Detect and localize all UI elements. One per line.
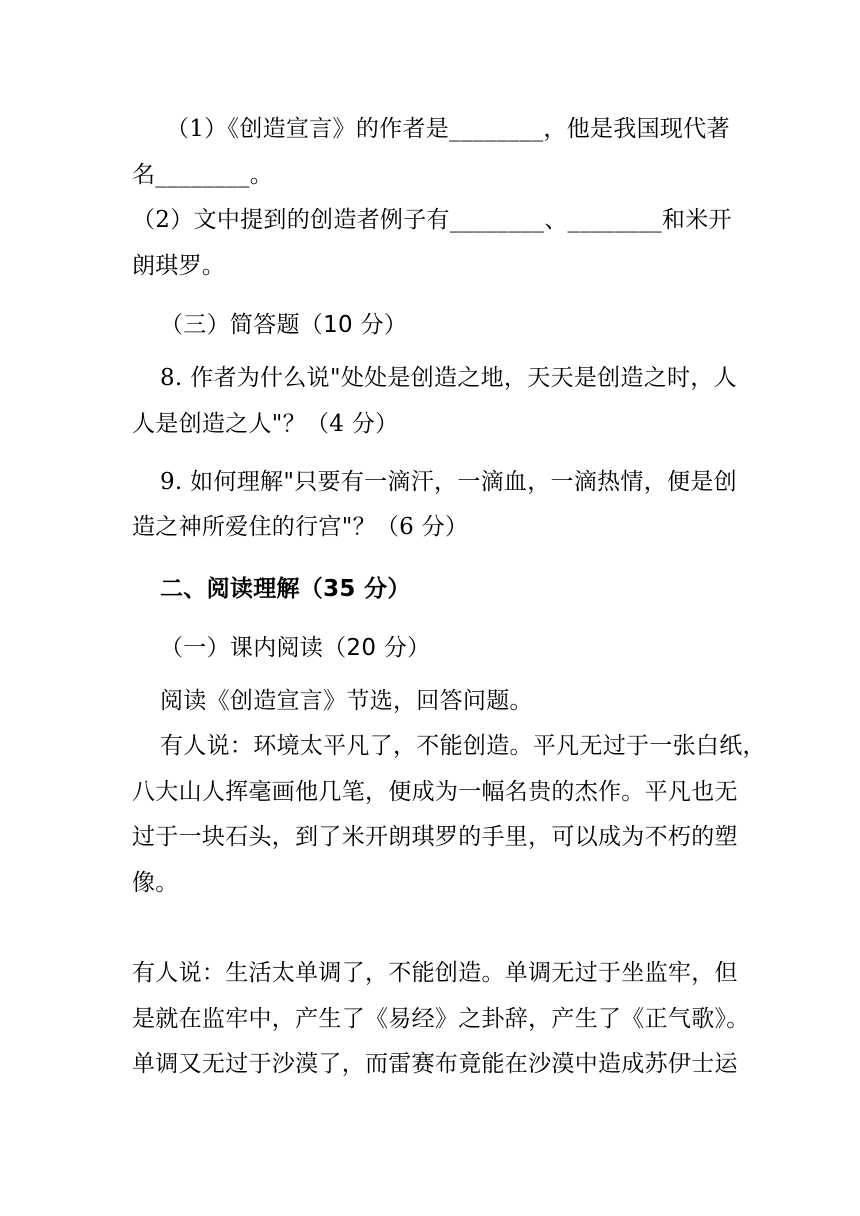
passage-p1-line2: 八大山人挥毫画他几笔，便成为一幅名贵的杰作。平凡也无 (132, 779, 738, 805)
passage-p2-line3: 单调又无过于沙漠了，而雷赛布竟能在沙漠中造成苏伊士运 (132, 1051, 738, 1077)
q8-line2: 人是创造之人"？（4 分） (132, 411, 399, 437)
q9-line2: 造之神所爱住的行宫"？（6 分） (132, 514, 469, 540)
part2-title: 二、阅读理解（35 分） (160, 576, 411, 602)
q7-part2-line2: 朗琪罗。 (132, 253, 226, 279)
part2-subtitle: （一）课内阅读（20 分） (160, 635, 431, 661)
passage-p2-line1: 有人说：生活太单调了，不能创造。单调无过于坐监牢，但 (132, 960, 738, 986)
passage-p2-line2: 是就在监牢中，产生了《易经》之卦辞，产生了《正气歌》。 (132, 1006, 750, 1032)
q7-part1-line2: 名________。 (132, 162, 273, 188)
q8-line1: 8. 作者为什么说"处处是创造之地，天天是创造之时，人 (160, 365, 737, 391)
passage-p1-line1: 有人说：环境太平凡了，不能创造。平凡无过于一张白纸， (160, 733, 766, 759)
section3-title: （三）简答题（10 分） (160, 312, 408, 338)
passage-p1-line4: 像。 (132, 870, 179, 896)
reading-instruction: 阅读《创造宣言》节选，回答问题。 (160, 688, 533, 714)
passage-p1-line3: 过于一块石头，到了米开朗琪罗的手里，可以成为不朽的塑 (132, 824, 738, 850)
q7-part1-line1: （1）《创造宣言》的作者是________，他是我国现代著 (166, 116, 730, 142)
q9-line1: 9. 如何理解"只要有一滴汗，一滴血，一滴热情，便是创 (160, 469, 737, 495)
q7-part2-line1: （2）文中提到的创造者例子有________、________和米开 (132, 207, 732, 233)
